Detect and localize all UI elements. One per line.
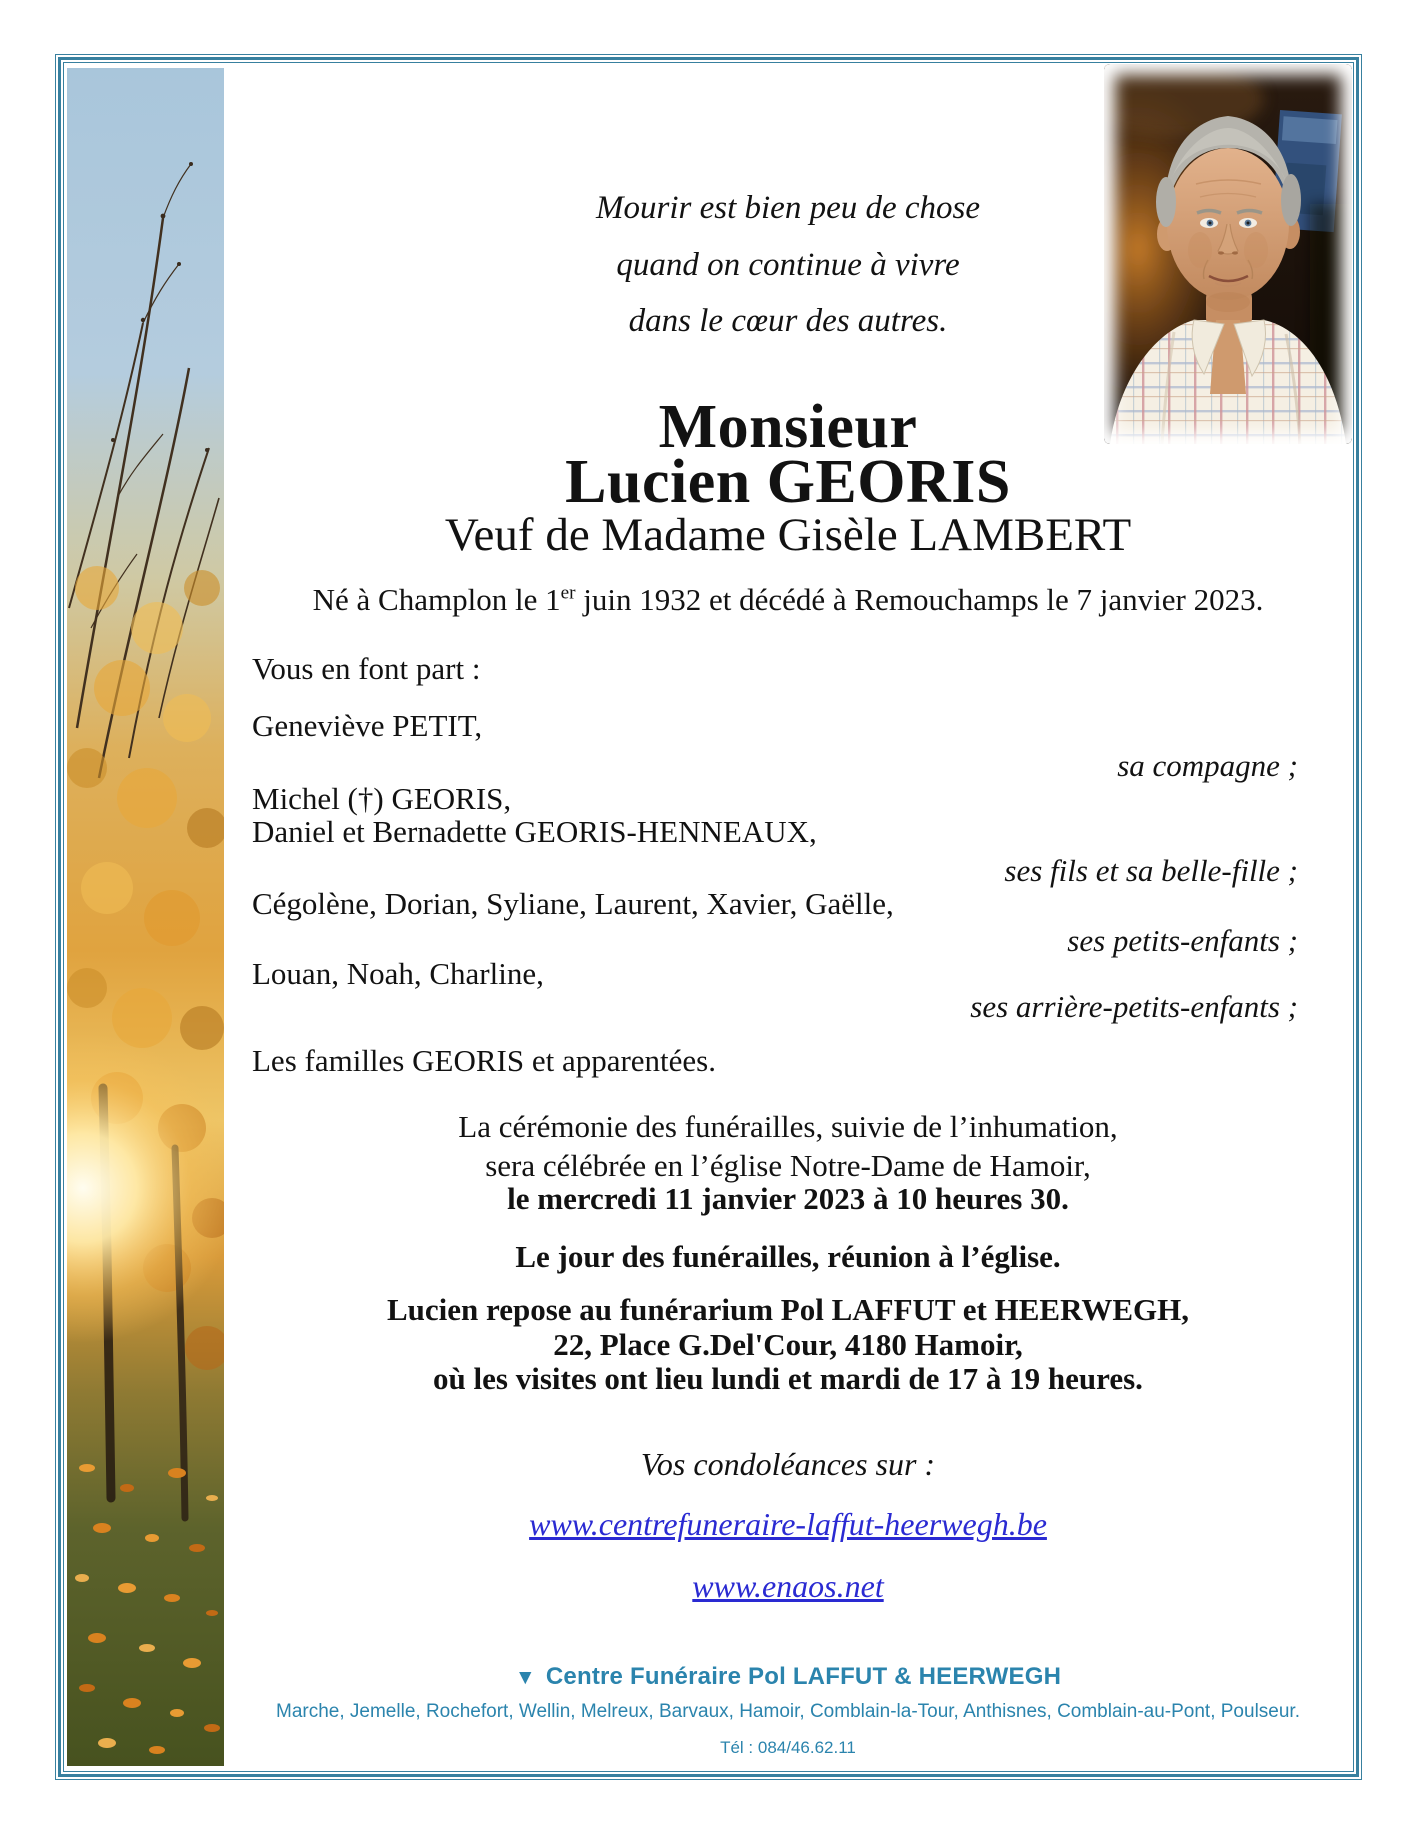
- footer-company-name: Centre Funéraire Pol LAFFUT & HEERWEGH: [545, 1663, 1062, 1690]
- quote-line-2: quand on continue à vivre: [616, 247, 960, 283]
- ceremony-date-line: le mercredi 11 janvier 2023 à 10 heures 30.: [507, 1181, 1069, 1216]
- family-relation: sa compagne ;: [1117, 748, 1298, 783]
- condolences-link-centrefuneraire[interactable]: www.centrefuneraire-laffut-heerwegh.be: [529, 1506, 1047, 1542]
- condolences-label: Vos condoléances sur :: [640, 1446, 936, 1482]
- family-member-line: Cégolène, Dorian, Syliane, Laurent, Xavier, Gaëlle,: [252, 886, 894, 921]
- family-member-line: Daniel et Bernadette GEORIS-HENNEAUX,: [252, 814, 817, 849]
- family-member-line: Michel (†) GEORIS,: [252, 781, 512, 816]
- repose-line-3: où les visites ont lieu lundi et mardi de 17 à 19 heures.: [433, 1361, 1143, 1396]
- families-line: Les familles GEORIS et apparentées.: [252, 1043, 716, 1078]
- autumn-trees-illustration: [67, 68, 224, 1766]
- condolences-link-row: [222, 1506, 1354, 1543]
- condolences-link-enaos[interactable]: www.enaos.net: [692, 1568, 884, 1604]
- autumn-trees-photo: [67, 68, 224, 1766]
- family-relation: ses arrière-petits-enfants ;: [970, 989, 1298, 1024]
- family-relation: ses petits-enfants ;: [1067, 923, 1298, 958]
- quote-line-3: dans le cœur des autres.: [628, 303, 948, 339]
- quote-line-1: Mourir est bien peu de chose: [596, 190, 980, 226]
- deceased-title: Monsieur: [658, 393, 918, 461]
- birth-death-line: [222, 582, 1354, 618]
- meeting-line: Le jour des funérailles, réunion à l’église.: [515, 1239, 1061, 1274]
- family-member-line: Louan, Noah, Charline,: [252, 956, 544, 991]
- birth-death-pre: Né à Champlon le 1: [312, 582, 561, 617]
- family-relation: ses fils et sa belle-fille ;: [1004, 853, 1298, 888]
- footer-locations: Marche, Jemelle, Rochefort, Wellin, Melreux, Barvaux, Hamoir, Comblain-la-Tour, Anthisnes, Comblain-au-Pont, Poulseur.: [276, 1701, 1300, 1722]
- family-member-line: Geneviève PETIT,: [252, 708, 483, 743]
- repose-line-2: 22, Place G.Del'Cour, 4180 Hamoir,: [553, 1327, 1023, 1362]
- widower-line: Veuf de Madame Gisèle LAMBERT: [444, 509, 1132, 561]
- announcement-intro: Vous en font part :: [252, 651, 481, 686]
- birth-death-post: juin 1932 et décédé à Remouchamps le 7 janvier 2023.: [575, 582, 1264, 617]
- ceremony-line-1: La cérémonie des funérailles, suivie de l’inhumation,: [458, 1109, 1118, 1144]
- footer-phone: Tél : 084/46.62.11: [720, 1738, 856, 1757]
- condolences-link-row: [222, 1568, 1354, 1605]
- footer-company-line: [222, 1663, 1354, 1691]
- ceremony-line-2: sera célébrée en l’église Notre-Dame de Hamoir,: [485, 1148, 1091, 1183]
- birth-death-ordinal: er: [560, 582, 576, 604]
- repose-line-1: Lucien repose au funérarium Pol LAFFUT et HEERWEGH,: [386, 1292, 1190, 1327]
- deceased-name: Lucien GEORIS: [565, 448, 1011, 516]
- triangle-down-icon: ▼: [514, 1666, 536, 1689]
